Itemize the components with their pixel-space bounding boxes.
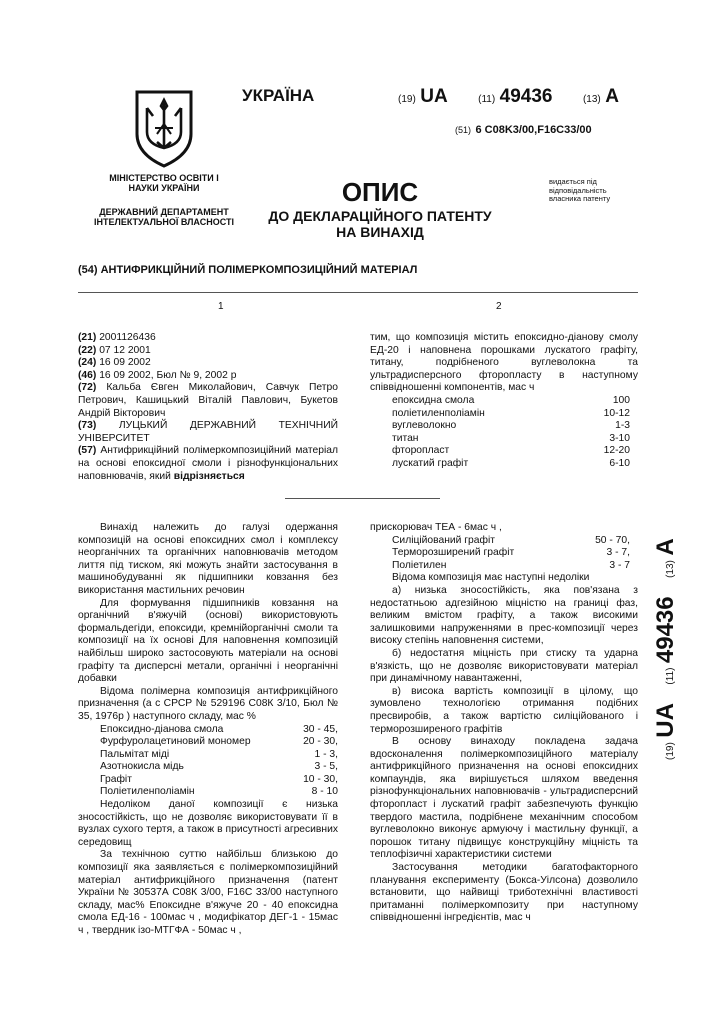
paragraph: Відома композиція має наступні недоліки [392, 572, 590, 584]
paragraph: Застосування методики багатофакторного планування експерименту (Бокса-Уілсона) дозволило встановити, що найвищі триботехнічні властивості притаманні полімеркомпозиту при наступному співвідношенні інгредієнтів, мас ч [370, 862, 638, 924]
biblio-22: (22) 07 12 2001 [78, 344, 151, 356]
ministry-name: МІНІСТЕРСТВО ОСВІТИ І НАУКИ УКРАЇНИ [109, 173, 219, 193]
paragraph: В основу винаходу покладена задача вдосконалення полімеркомпозиційного матеріалу антифрикційного призначення на основі епоксидних компаундів, яка вирішується шляхом введення різнофункціональних наповнювачів - ультрадисперсний фторопласт і лускатий графіт забезпечують функцію твердого мастила, подрібнене механічним способом вуглеволокно виконує армуючу і мастильну функції, а порошок титану підвищує конструкційну міцність та теплофізичні характеристики системи [370, 736, 638, 861]
paragraph: За технічною суттю найбільш близькою до композиції яка заявляється є полімеркомпозиційний матеріал антифрикційного призначення (патент України № 30537А С08К 3/00, F16C 33/00 наступного складу, мас% Епоксидне в'яжуче 20 - 40 епоксидна смола ЕД-16 - 100мас ч , модифікатор ДЕГ-1 - 15мас ч , твердник ізо-МТГФА - 50мас ч , [78, 849, 338, 936]
vertical-code-11: (11) [665, 667, 676, 685]
publication-codes [398, 86, 619, 108]
description-right-column [370, 522, 638, 925]
vertical-kind-code: A [652, 538, 679, 556]
vertical-patent-number: 49436 [652, 596, 679, 664]
description-left-column [78, 522, 338, 938]
responsibility-note: видається під відповідальність власника патенту [549, 177, 611, 203]
paragraph: б) недостатня міцність при стиску та ударна в'язкість, що не дозволяє використовувати матеріал при динамічному навантаженні, [370, 647, 638, 685]
claim-continuation [370, 332, 638, 471]
table-row: Епоксидно-діанова смола 30 - 45, [100, 723, 338, 735]
table-row: Силіційований графіт 50 - 70, [392, 534, 630, 546]
column-number-1: 1 [218, 301, 224, 312]
paragraph: прискорювач ТЕА - 6мас ч , [370, 522, 502, 533]
document-subtitle-1: ДО ДЕКЛАРАЦІЙНОГО ПАТЕНТУ [268, 208, 492, 224]
divider-top [78, 292, 638, 293]
table-row: Поліетилен 3 - 7 [392, 559, 630, 571]
biblio-73-owner: (73) ЛУЦЬКИЙ ДЕРЖАВНИЙ ТЕХНІЧНИЙ УНІВЕРСИТЕТ [78, 420, 338, 444]
claim-composition-table [392, 395, 638, 471]
column-number-2: 2 [496, 301, 502, 312]
table-row: поліетиленполіамін 10-12 [392, 407, 630, 419]
vertical-code-19: (19) [665, 742, 676, 760]
document-title: ОПИС [341, 177, 419, 207]
code-11: (11) [478, 94, 496, 105]
biblio-57-claim: (57) Антифрикційний полімеркомпозиційний матеріал на основі епоксидної смоли і різнофункціональних наповнювачів, який відрізняється [78, 445, 338, 482]
table-row: фторопласт 12-20 [392, 445, 630, 457]
biblio-46: (46) 16 09 2002, Бюл № 9, 2002 р [78, 369, 237, 381]
ipc-codes: 6 C08K3/00,F16C33/00 [475, 124, 592, 136]
table-row: лускатий графіт 6-10 [392, 457, 630, 469]
vertical-patent-id [652, 538, 680, 760]
ipc-classification [455, 120, 592, 138]
table-row: Графіт 10 - 30, [100, 773, 338, 785]
table-row: Пальмітат міді 1 - 3, [100, 748, 338, 760]
paragraph: Відома полімерна композиція антифрикційного призначення (а с СРСР № 529196 С08К 3/10, Бюл № 35, 1976р ) наступного складу, мас % [78, 685, 338, 722]
prior-art-table-2 [392, 535, 630, 573]
coat-of-arms-icon [133, 88, 195, 168]
paragraph: в) висока вартість композиції в цілому, що зумовлено технологією отримання подібних пресвиробів, а також вартістю силіційованого і терморозширеного графітів [370, 685, 638, 735]
paragraph: Для формування підшипників ковзання на органічний в'яжучій (основі) використовують формальдегіди, епоксиди, кремнійорганічні смоли та композиції на їх основі Для наповнення композицій найбільш широко застосовують матеріали на основі графіту та дисперсні метали, органічні і неорганічні добавки [78, 597, 338, 685]
kind-code: A [605, 86, 619, 107]
table-row: Фурфуролацетиновий мономер 20 - 30, [100, 736, 338, 748]
table-row: Азотнокисла мідь 3 - 5, [100, 761, 338, 773]
document-subtitle-2: НА ВИНАХІД [336, 224, 424, 240]
biblio-21: (21) 2001126436 [78, 332, 156, 343]
vertical-code-13: (13) [665, 560, 676, 578]
prior-art-table-1 [100, 724, 338, 800]
code-51: (51) [455, 125, 472, 135]
patent-number: 49436 [499, 86, 553, 107]
table-row: епоксидна смола 100 [392, 394, 630, 406]
table-row: титан 3-10 [392, 432, 630, 444]
country-name: УКРАЇНА [242, 86, 315, 105]
table-row: Поліетиленполіамін 8 - 10 [100, 786, 338, 798]
table-row: вуглеволокно 1-3 [392, 420, 630, 432]
divider-mid [285, 498, 440, 499]
bibliographic-data [78, 332, 338, 483]
paragraph: Недоліком даної композиції є низька зносостійкість, що не дозволяє використовувати її в вузлах сухого тертя, а також в присутності агресивних середовищ [78, 799, 338, 848]
biblio-72-inventors: (72) Кальба Євген Миколайович, Савчук Петро Петрович, Кашицький Віталій Павлович, Букетов Андрій Вікторович [78, 382, 338, 419]
invention-title: (54) АНТИФРИКЦІЙНИЙ ПОЛІМЕРКОМПОЗИЦІЙНИЙ МАТЕРІАЛ [78, 264, 418, 276]
claim-text: тим, що композиція містить епоксидно-діанову смолу ЕД-20 і наповнена порошками лускатого графіту, титану, подрібненого вуглеволокна та ультрадисперсного фторопласту в наступному співвідношенні компонентів, мас ч [370, 332, 638, 394]
code-13: (13) [582, 94, 601, 105]
department-name: ДЕРЖАВНИЙ ДЕПАРТАМЕНТ ІНТЕЛЕКТУАЛЬНОЇ ВЛАСНОСТІ [94, 207, 234, 227]
paragraph: Винахід належить до галузі одержання композицій на основі епоксидних смол і комплексу неорганічних та органічних наповнювачів методом лиття під тиском, які можуть знайти застосування в машинобудуванні як підшипники ковзання без використання мастильних речовин [78, 522, 338, 596]
code-19: (19) [398, 94, 416, 105]
paragraph: а) низька зносостійкість, яка пов'язана з недостатньою адгезійною міцністю на границі фаз, великим вмістом графіту, а також високими залишковими напруженнями в прес-композиції через високу степінь наповнення системи, [370, 584, 638, 647]
country-code: UA [420, 86, 448, 107]
vertical-country-code: UA [652, 703, 679, 738]
biblio-24: (24) 16 09 2002 [78, 357, 151, 369]
table-row: Терморозширений графіт 3 - 7, [392, 547, 630, 559]
